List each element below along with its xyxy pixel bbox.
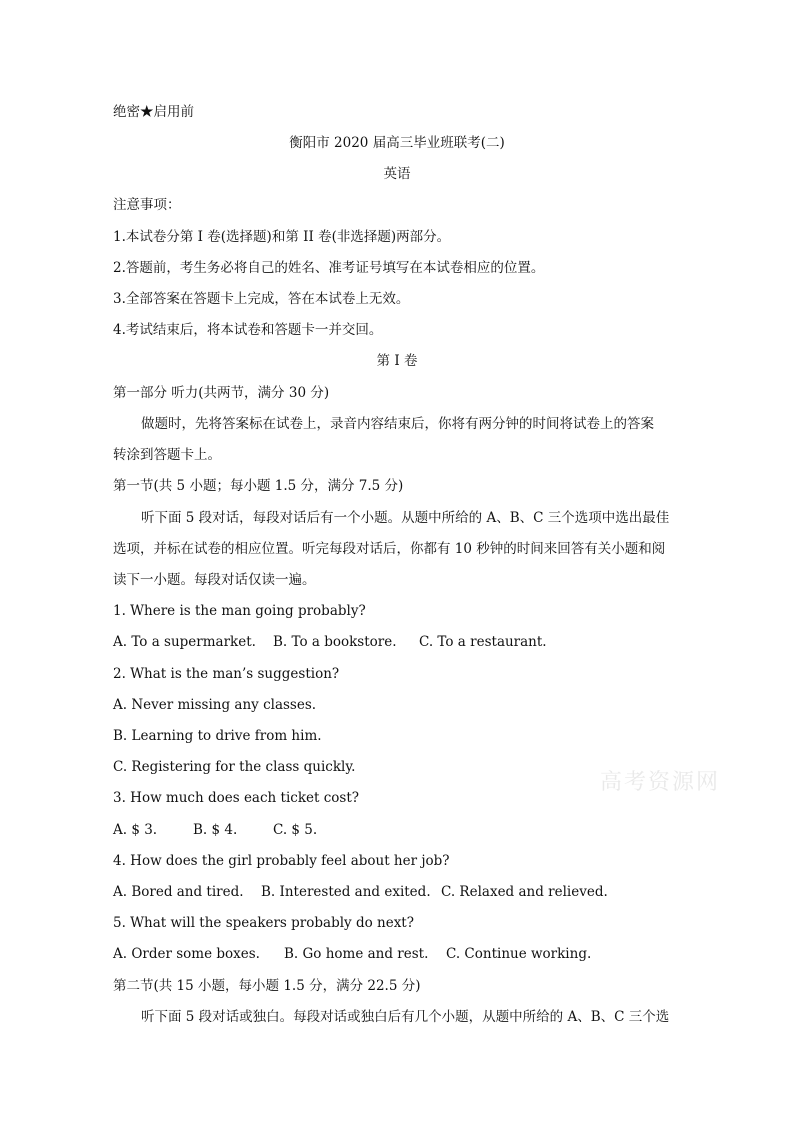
subject-title: 英语: [383, 166, 411, 182]
note-item: 3.全部答案在答题卡上完成，答在本试卷上无效。: [113, 291, 410, 307]
option-row: [113, 632, 547, 652]
option-a: A. Bored and tired.: [113, 884, 244, 900]
part1-instructions: 做题时，先将答案标在试卷上，录音内容结束后，你将有两分钟的时间将试卷上的答案: [141, 416, 654, 432]
notes-heading: 注意事项：: [113, 197, 181, 213]
section1-instructions: 听下面 5 段对话，每段对话后有一个小题。从题中所给的 A、B、C 三个选项中选出最佳: [141, 510, 670, 526]
part1-instructions: 转涂到答题卡上。: [113, 447, 221, 463]
confidential-label: 绝密★启用前: [113, 104, 194, 120]
option-b: B. Learning to drive from him.: [113, 728, 322, 744]
exam-title: 衡阳市 2020 届高三毕业班联考(二): [289, 135, 505, 151]
option-b: B. $ 4.: [193, 822, 238, 838]
option-b: B. To a bookstore.: [273, 634, 397, 650]
section1-heading: 第一节(共 5 小题；每小题 1.5 分，满分 7.5 分): [113, 478, 404, 494]
section1-instructions: 读下一小题。每段对话仅读一遍。: [113, 572, 316, 588]
section2-heading: 第二节(共 15 小题，每小题 1.5 分，满分 22.5 分): [113, 978, 421, 994]
question-stem: 4. How does the girl probably feel about her job?: [113, 853, 450, 869]
option-c: C. To a restaurant.: [419, 634, 547, 650]
option-c: C. Registering for the class quickly.: [113, 759, 356, 775]
option-a: A. To a supermarket.: [113, 634, 256, 650]
option-c: C. Relaxed and relieved.: [441, 884, 608, 900]
note-item: 2.答题前，考生务必将自己的姓名、准考证号填写在本试卷相应的位置。: [113, 260, 545, 276]
option-a: A. Never missing any classes.: [113, 697, 317, 713]
section2-instructions: 听下面 5 段对话或独白。每段对话或独白后有几个小题，从题中所给的 A、B、C 三个选: [141, 1009, 670, 1025]
question-stem: 3. How much does each ticket cost?: [113, 790, 359, 806]
option-a: A. $ 3.: [113, 822, 158, 838]
watermark: 高考资源网: [600, 770, 721, 795]
part1-heading: 第一部分 听力(共两节，满分 30 分): [113, 385, 330, 401]
note-item: 4.考试结束后，将本试卷和答题卡一并交回。: [113, 322, 383, 338]
section1-instructions: 选项，并标在试卷的相应位置。听完每段对话后，你都有 10 秒钟的时间来回答有关小题和阅: [113, 541, 666, 557]
question-stem: 2. What is the man’s suggestion?: [113, 666, 340, 682]
option-a: A. Order some boxes.: [113, 946, 260, 962]
volume-title: 第 I 卷: [376, 353, 418, 369]
option-c: C. Continue working.: [446, 946, 592, 962]
option-b: B. Go home and rest.: [284, 946, 429, 962]
question-stem: 1. Where is the man going probably?: [113, 603, 366, 619]
option-b: B. Interested and exited.: [261, 884, 431, 900]
option-row: [113, 820, 317, 840]
option-row: [113, 882, 608, 902]
option-c: C. $ 5.: [273, 822, 318, 838]
option-row: [113, 944, 591, 964]
question-stem: 5. What will the speakers probably do next?: [113, 915, 414, 931]
note-item: 1.本试卷分第 I 卷(选择题)和第 II 卷(非选择题)两部分。: [113, 229, 451, 245]
